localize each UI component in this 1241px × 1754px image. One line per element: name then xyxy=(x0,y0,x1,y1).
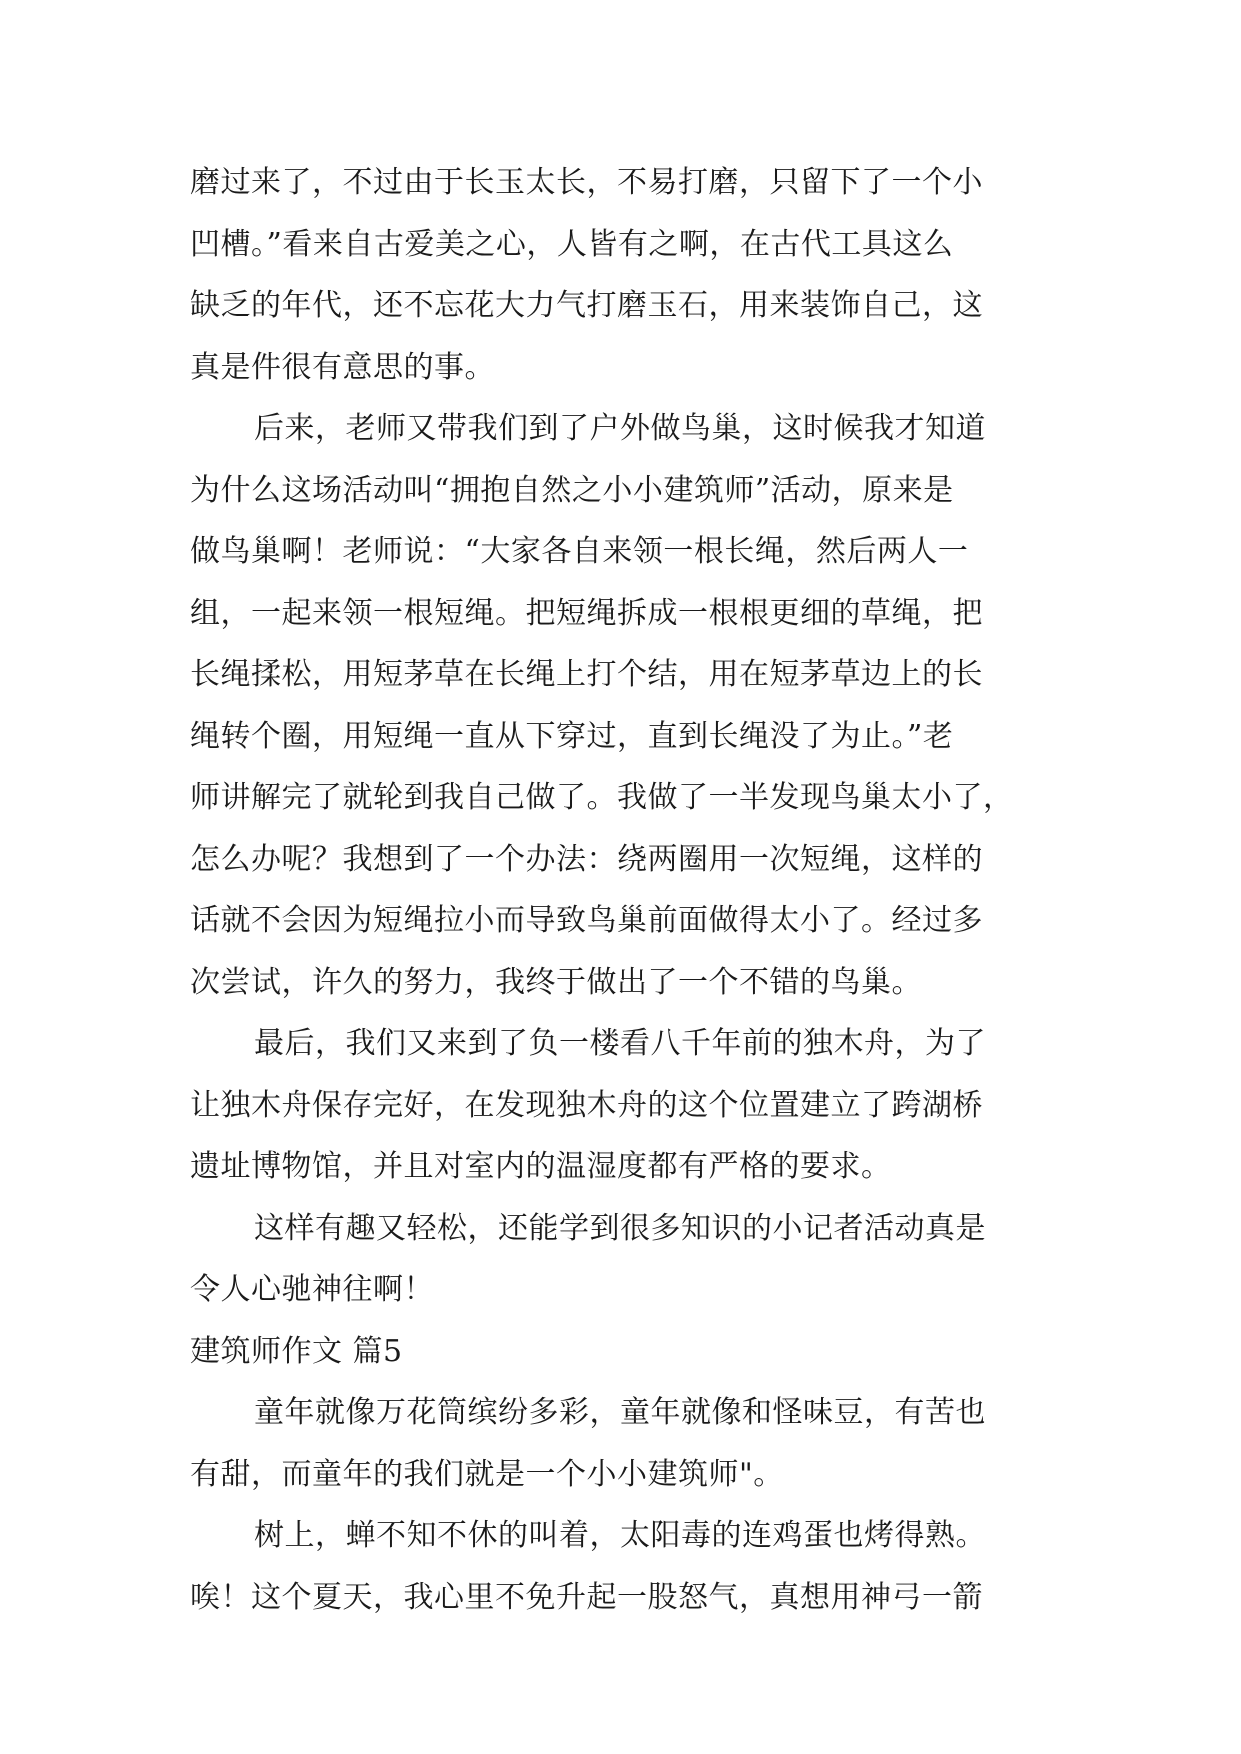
essay-text-block xyxy=(190,152,1080,1628)
text-line: 缺乏的年代，还不忘花大力气打磨玉石，用来装饰自己，这 xyxy=(190,288,983,323)
text-line: 遗址博物馆，并且对室内的温湿度都有严格的要求。 xyxy=(190,1149,892,1184)
text-line: 次尝试，许久的努力，我终于做出了一个不错的鸟巢。 xyxy=(190,964,922,1000)
text-line: 童年就像万花筒缤纷多彩，童年就像和怪味豆，有苦也 xyxy=(254,1395,986,1430)
text-line: 绳转个圈，用短绳一直从下穿过，直到长绳没了为止。”老 xyxy=(190,718,954,754)
text-line: 组，一起来领一根短绳。把短绳拆成一根根更细的草绳，把 xyxy=(190,595,983,631)
text-line: 师讲解完了就轮到我自己做了。我做了一半发现鸟巢太小了， xyxy=(190,780,1014,815)
text-line: 后来，老师又带我们到了户外做鸟巢，这时候我才知道 xyxy=(254,411,986,446)
text-line: 话就不会因为短绳拉小而导致鸟巢前面做得太小了。经过多 xyxy=(190,903,983,938)
text-line: 怎么办呢？我想到了一个办法：绕两圈用一次短绳，这样的 xyxy=(190,841,983,877)
essay-body-before-heading xyxy=(190,152,1080,1321)
text-line: 凹槽。”看来自古爱美之心，人皆有之啊，在古代工具这么 xyxy=(190,226,954,262)
text-line: 唉！这个夏天，我心里不免升起一股怒气，真想用神弓一箭 xyxy=(190,1579,983,1615)
text-line: 做鸟巢啊！老师说：“大家各自来领一根长绳，然后两人一 xyxy=(190,534,969,569)
essay-body-after-heading xyxy=(190,1382,1080,1628)
text-line: 让独木舟保存完好，在发现独木舟的这个位置建立了跨湖桥 xyxy=(190,1087,983,1123)
text-line: 这样有趣又轻松，还能学到很多知识的小记者活动真是 xyxy=(254,1210,986,1246)
text-line: 磨过来了，不过由于长玉太长，不易打磨，只留下了一个小 xyxy=(190,165,983,200)
text-line: 真是件很有意思的事。 xyxy=(190,349,495,385)
text-line: 树上，蝉不知不休的叫着，太阳毒的连鸡蛋也烤得熟。 xyxy=(254,1518,986,1553)
text-line: 令人心驰神往啊！ xyxy=(190,1272,434,1307)
text-line: 最后，我们又来到了负一楼看八千年前的独木舟，为了 xyxy=(254,1026,986,1061)
section-heading: 建筑师作文 篇5 xyxy=(190,1333,403,1369)
text-line: 长绳揉松，用短茅草在长绳上打个结，用在短茅草边上的长 xyxy=(190,657,983,692)
text-line: 有甜，而童年的我们就是一个小小建筑师"。 xyxy=(190,1456,784,1492)
text-line: 为什么这场活动叫“拥抱自然之小小建筑师”活动，原来是 xyxy=(190,472,954,508)
